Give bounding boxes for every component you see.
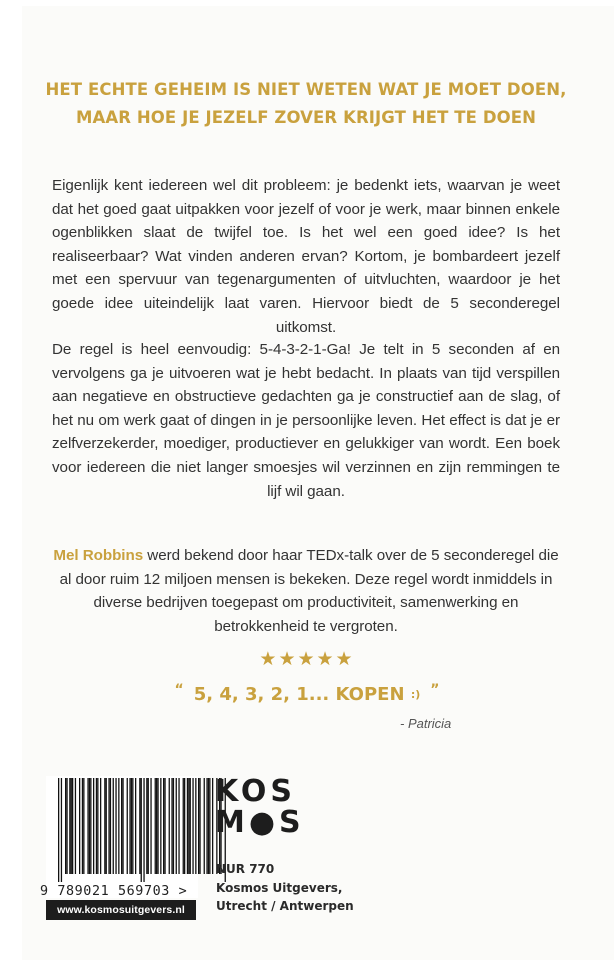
barcode-bar: [89, 778, 90, 874]
barcode-bar: [206, 778, 207, 874]
barcode-bar: [141, 778, 142, 882]
barcode-bar: [129, 778, 130, 874]
barcode-bar: [82, 778, 83, 874]
barcode-bar: [66, 778, 67, 874]
description-paragraph-1: Eigenlijk kent iedereen wel dit probleem: je bedenkt iets, waarvan je weet dat het goed gaat uitpakken voor jezelf of voor je werk, maar binnen enkele ogenblikken slaat de twijfel toe. Is het wel een goed idee? Is het realiseerbaar? Wat vinden anderen ervan? Kortom, je bombardeert jezelf met een spervuur van tegenargumenten of uitvluchten, waardoor je het goede idee uiteindelijk laat varen. Hiervoor biedt de 5 seconderegel uitkomst.: [52, 177, 560, 336]
barcode-bar: [121, 778, 122, 874]
barcode-bar: [108, 778, 109, 874]
barcode-bar: [90, 778, 91, 874]
barcode-bar: [72, 778, 73, 874]
author-name: Mel Robbins: [53, 547, 144, 564]
barcode-bar: [139, 778, 140, 874]
barcode-bar: [83, 778, 84, 874]
barcode-bar: [110, 778, 111, 874]
barcode-bar: [173, 778, 174, 874]
headline: [30, 76, 582, 132]
barcode-area: [46, 776, 198, 898]
barcode-bar: [188, 778, 189, 874]
headline-line-2: MAAR HOE JE JEZELF ZOVER KRIJGT HET TE DOEN: [75, 108, 537, 127]
barcode-bar: [190, 778, 191, 874]
barcode-bar: [127, 778, 128, 874]
review-quote-text: 5, 4, 3, 2, 1... KOPEN: [193, 684, 405, 705]
barcode-bar: [75, 778, 76, 874]
barcode-bar: [192, 778, 193, 874]
barcode-bar: [118, 778, 119, 874]
review-quote: [0, 682, 614, 705]
review-smile: :): [410, 688, 421, 701]
barcode-bar: [198, 778, 199, 874]
isbn-number: 9 789021 569703 >: [40, 884, 188, 899]
barcode-bar: [183, 778, 184, 874]
barcode-bar: [143, 778, 144, 882]
barcode-icon: [58, 778, 226, 882]
barcode-bar: [184, 778, 185, 874]
barcode-bar: [208, 778, 209, 874]
logo-line-2: M●S: [215, 805, 305, 840]
description-paragraph-2: De regel is heel eenvoudig: 5-4-3-2-1-Ga! Je telt in 5 seconden af en vervolgens ga je uitvoeren wat je hebt bedacht. In plaats van tijd verspillen aan negatieve en obstructieve gedachten ga je constructief aan de slag, of het nu om werk gaat of dingen in je persoonlijke leven. Het effect is dat je er zelfverzekerder, moediger, productiever en gelukkiger van wordt. Een boek voor iedereen die niet langer smoesjes wil verzinnen en zijn remmingen te lijf wil gaan.: [52, 341, 560, 500]
barcode-bar: [113, 778, 114, 874]
barcode-bar: [115, 778, 116, 874]
barcode-bar: [122, 778, 123, 874]
barcode-bar: [97, 778, 98, 874]
barcode-bar: [131, 778, 132, 874]
barcode-bar: [160, 778, 161, 874]
barcode-bar: [150, 778, 151, 874]
barcode-bar: [58, 778, 59, 882]
close-quote-mark: ”: [430, 682, 440, 698]
publisher-logo: [215, 774, 305, 840]
barcode-bar: [163, 778, 164, 874]
barcode-bar: [164, 778, 165, 874]
barcode-bar: [93, 778, 94, 874]
barcode-bar: [65, 778, 66, 874]
barcode-bar: [146, 778, 147, 874]
barcode-bar: [157, 778, 158, 874]
review-signature: - Patricia: [400, 716, 452, 731]
barcode-bar: [79, 778, 80, 874]
barcode-bar: [104, 778, 105, 874]
barcode-bar: [135, 778, 136, 874]
barcode-bar: [148, 778, 149, 874]
barcode-bar: [178, 778, 179, 874]
barcode-bar: [87, 778, 88, 874]
barcode-bar: [169, 778, 170, 874]
barcode-bar: [199, 778, 200, 874]
barcode-bar: [61, 778, 62, 882]
barcode-bar: [100, 778, 101, 874]
author-paragraph: [52, 544, 560, 638]
publisher-name: Kosmos Uitgevers,: [216, 880, 343, 895]
barcode-bar: [96, 778, 97, 874]
barcode-bar: [71, 778, 72, 874]
publisher-info: [216, 860, 354, 916]
barcode-bar: [156, 778, 157, 874]
open-quote-mark: “: [174, 682, 184, 698]
barcode-bar: [209, 778, 210, 874]
barcode-bar: [132, 778, 133, 874]
publisher-city: Utrecht / Antwerpen: [216, 899, 354, 913]
nur-code: NUR 770: [216, 862, 275, 876]
barcode-bar: [212, 778, 213, 874]
barcode-bar: [176, 778, 177, 874]
barcode-bar: [106, 778, 107, 874]
barcode-bar: [171, 778, 172, 874]
headline-line-1: HET ECHTE GEHEIM IS NIET WETEN WAT JE MOET DOEN,: [45, 80, 567, 99]
rating-stars: ★★★★★: [259, 649, 355, 670]
website-url: www.kosmosuitgevers.nl: [46, 900, 196, 920]
barcode-bar: [155, 778, 156, 874]
barcode-bar: [204, 778, 205, 874]
barcode-bar: [187, 778, 188, 874]
logo-line-1: KOS: [215, 774, 297, 809]
barcode-bar: [195, 778, 196, 874]
author-bio: werd bekend door haar TEDx-talk over de 5 seconderegel die al door ruim 12 miljoen mensen is bekeken. Deze regel wordt inmiddels in diverse bedrijven toegepast om productiviteit, samenwerking en betrokkenheid te vergroten.: [59, 547, 559, 635]
barcode-bar: [69, 778, 70, 874]
